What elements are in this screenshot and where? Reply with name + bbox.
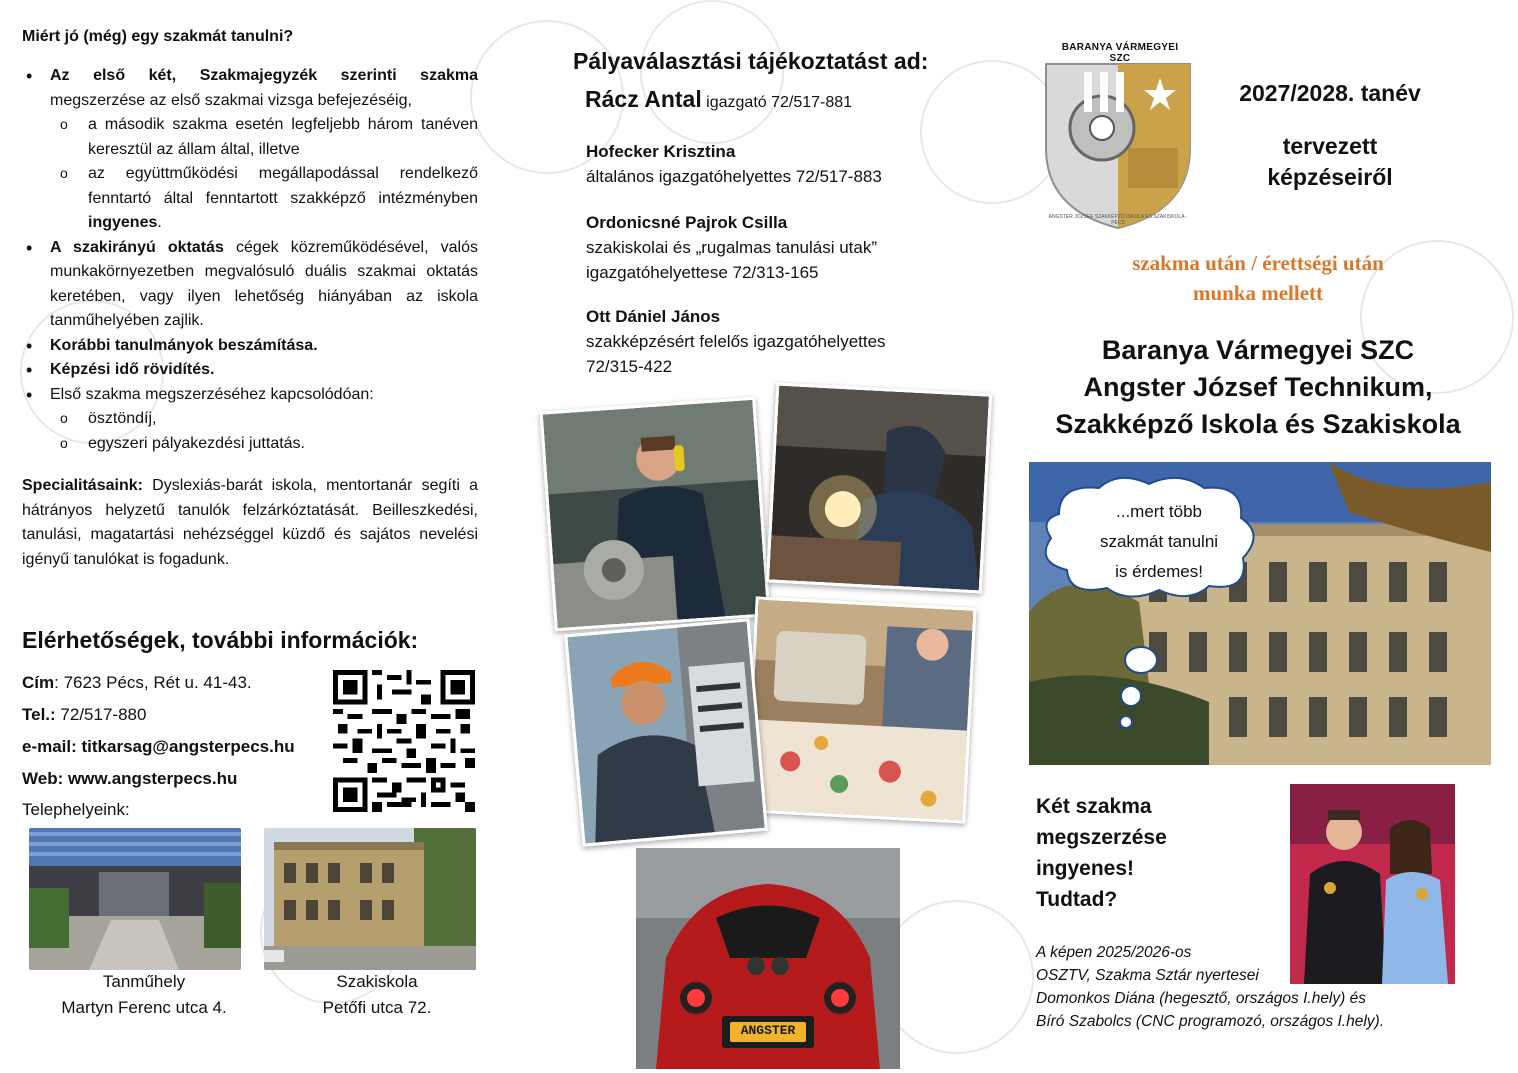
caption-line-4: Bíró Szabolcs (CNC programozó, országos I.hely). bbox=[1036, 1013, 1385, 1030]
qr-code-image[interactable] bbox=[333, 670, 475, 812]
bullet-text: cégek közreműködésével, valós munkakörnyezetben megvalósuló duális szakmai oktatás keretében, vagy ilyen lehetőség hiányában az iskola tanműhelyében zajlik. bbox=[50, 238, 478, 329]
site1-address: Martyn Ferenc utca 4. bbox=[61, 998, 227, 1017]
person-role: igazgató 72/517-881 bbox=[701, 94, 853, 111]
list-item bbox=[22, 236, 478, 334]
logo-ring-text: ANGSTER JÓZSEF SZAKKÉPZŐ ISKOLA ÉS SZAKISKOLA - PÉCS bbox=[1048, 214, 1188, 226]
school-year: 2027/2028. tanév bbox=[1239, 80, 1421, 106]
free-line-3: ingyenes! bbox=[1036, 857, 1135, 880]
planned-trainings bbox=[1210, 131, 1450, 193]
cloud-line-1: ...mert több bbox=[1116, 502, 1202, 521]
site2-name: Szakiskola bbox=[336, 972, 418, 991]
phone-line bbox=[22, 705, 146, 725]
specialties-text: Dyslexiás-barát iskola, mentortanár segíti a hátrányos helyzetű tanulók felzárkóztatását. Beilleszkedési, tanulási, magatartási nehézséggel küzdő és sajátos nevelési igényű tanulókat is fogadunk. bbox=[22, 477, 478, 568]
site2-address: Petőfi utca 72. bbox=[322, 998, 432, 1017]
sub-list bbox=[50, 113, 478, 236]
red-sports-car-photo bbox=[636, 848, 900, 1069]
list-item: o ösztöndíj, bbox=[50, 407, 478, 432]
contact-person-2 bbox=[586, 139, 882, 189]
bullet-text: megszerzése az első szakmai vizsga befejezéséig, bbox=[50, 91, 412, 109]
site1-name: Tanműhely bbox=[102, 972, 186, 991]
subtitle-line-2: munka mellett bbox=[1192, 281, 1324, 305]
cloud-bubble bbox=[1124, 646, 1158, 674]
license-plate-text: ANGSTER bbox=[740, 1023, 796, 1038]
bullet-bold-text: A szakirányú oktatás bbox=[50, 238, 224, 256]
vocational-school-building-photo bbox=[264, 828, 476, 970]
sites-label: Telephelyeink: bbox=[22, 800, 130, 819]
list-item bbox=[22, 358, 478, 383]
bullet-text: Első szakma megszerzéséhez kapcsolódóan: bbox=[50, 385, 374, 403]
school-name-line-3: Szakképző Iskola és Szakiskola bbox=[1055, 409, 1461, 439]
cloud-line-3: is érdemes! bbox=[1115, 562, 1203, 581]
school-name-line-2: Angster József Technikum, bbox=[1083, 372, 1433, 402]
welder-photo bbox=[766, 382, 992, 593]
contact-person-3 bbox=[586, 210, 877, 285]
person-role: szakiskolai és „rugalmas tanulási utak” bbox=[586, 238, 878, 257]
photo-caption bbox=[1036, 941, 1446, 1033]
logo-title: BARANYA VÁRMEGYEI SZC bbox=[1061, 42, 1179, 64]
person-name: Rácz Antal bbox=[585, 86, 702, 112]
benefits-list bbox=[22, 64, 478, 456]
person-role: igazgatóhelyettese 72/313-165 bbox=[586, 263, 819, 282]
training-type-subtitle bbox=[1040, 248, 1476, 308]
email-line[interactable]: e-mail: titkarsag@angsterpecs.hu bbox=[22, 737, 295, 756]
list-item bbox=[22, 383, 478, 457]
cloud-line-2: szakmát tanulni bbox=[1099, 532, 1219, 551]
planned-line-2: képzéseiről bbox=[1267, 164, 1393, 190]
info-heading: Pályaválasztási tájékoztatást ad: bbox=[573, 48, 929, 74]
question-heading: Miért jó (még) egy szakmát tanulni? bbox=[22, 28, 294, 45]
address-label: Cím bbox=[22, 673, 55, 692]
contact-person-4 bbox=[586, 304, 886, 379]
school-name bbox=[1035, 332, 1481, 443]
caption-line-1: A képen 2025/2026-os bbox=[1036, 944, 1192, 961]
person-name: Hofecker Krisztina bbox=[586, 142, 736, 161]
sub-list bbox=[50, 407, 478, 456]
free-two-professions-text bbox=[1036, 791, 1167, 915]
person-role: szakképzésért felelős igazgatóhelyettes bbox=[586, 332, 886, 351]
seamstress-photo bbox=[744, 596, 976, 823]
electrician-photo bbox=[564, 618, 768, 846]
site2-caption bbox=[282, 969, 472, 1021]
list-item bbox=[22, 64, 478, 236]
planned-line-1: tervezett bbox=[1282, 133, 1378, 159]
free-line-4: Tudtad? bbox=[1036, 888, 1118, 911]
school-logo bbox=[1042, 38, 1194, 230]
site1-caption bbox=[29, 969, 259, 1021]
bullet-text: . bbox=[157, 214, 162, 231]
list-item: o a második szakma esetén legfeljebb három tanéven keresztül az állam által, illetve bbox=[50, 113, 478, 162]
web-line[interactable]: Web: www.angsterpecs.hu bbox=[22, 769, 238, 788]
free-line-2: megszerzése bbox=[1036, 826, 1167, 849]
cloud-bubble bbox=[1120, 685, 1142, 707]
bullet-text: az együttműködési megállapodással rendelkező fenntartó által fenntartott szakképző intézményben bbox=[88, 165, 478, 207]
address-value: : 7623 Pécs, Rét u. 41-43. bbox=[54, 673, 252, 692]
caption-line-2: OSZTV, Szakma Sztár nyertesei bbox=[1036, 967, 1259, 984]
school-name-line-1: Baranya Vármegyei SZC bbox=[1101, 335, 1415, 365]
workshop-building-photo bbox=[29, 828, 241, 970]
contact-heading: Elérhetőségek, további információk: bbox=[22, 627, 419, 653]
person-name: Ordonicsné Pajrok Csilla bbox=[586, 213, 788, 232]
free-line-1: Két szakma bbox=[1036, 795, 1152, 818]
left-column bbox=[22, 28, 478, 572]
lathe-operator-photo bbox=[540, 397, 771, 632]
list-item bbox=[50, 162, 478, 236]
address-line bbox=[22, 673, 252, 693]
person-name: Ott Dániel János bbox=[586, 307, 721, 326]
contact-person-1 bbox=[585, 86, 852, 113]
bullet-bold-text: Korábbi tanulmányok beszámítása. bbox=[50, 336, 318, 354]
bullet-bold-text: Az első két, Szakmajegyzék szerinti szakma bbox=[50, 67, 478, 84]
bullet-bold-text: Képzési idő rövidítés. bbox=[50, 361, 215, 378]
bullet-bold-text: ingyenes bbox=[88, 214, 158, 231]
cloud-text bbox=[1069, 497, 1249, 587]
cloud-bubble bbox=[1119, 715, 1133, 729]
person-role: általános igazgatóhelyettes 72/517-883 bbox=[586, 167, 882, 186]
caption-line-3: Domonkos Diána (hegesztő, országos I.hely) és bbox=[1036, 990, 1366, 1007]
person-role: 72/315-422 bbox=[586, 357, 673, 376]
specialties-label: Specialitásaink: bbox=[22, 477, 143, 494]
phone-label: Tel.: bbox=[22, 705, 56, 724]
list-item: o egyszeri pályakezdési juttatás. bbox=[50, 432, 478, 457]
phone-value: 72/517-880 bbox=[55, 705, 147, 724]
subtitle-line-1: szakma után / érettségi után bbox=[1132, 251, 1384, 275]
background-ornament bbox=[880, 900, 1034, 1054]
list-item bbox=[22, 334, 478, 359]
specialties-paragraph bbox=[22, 474, 478, 572]
